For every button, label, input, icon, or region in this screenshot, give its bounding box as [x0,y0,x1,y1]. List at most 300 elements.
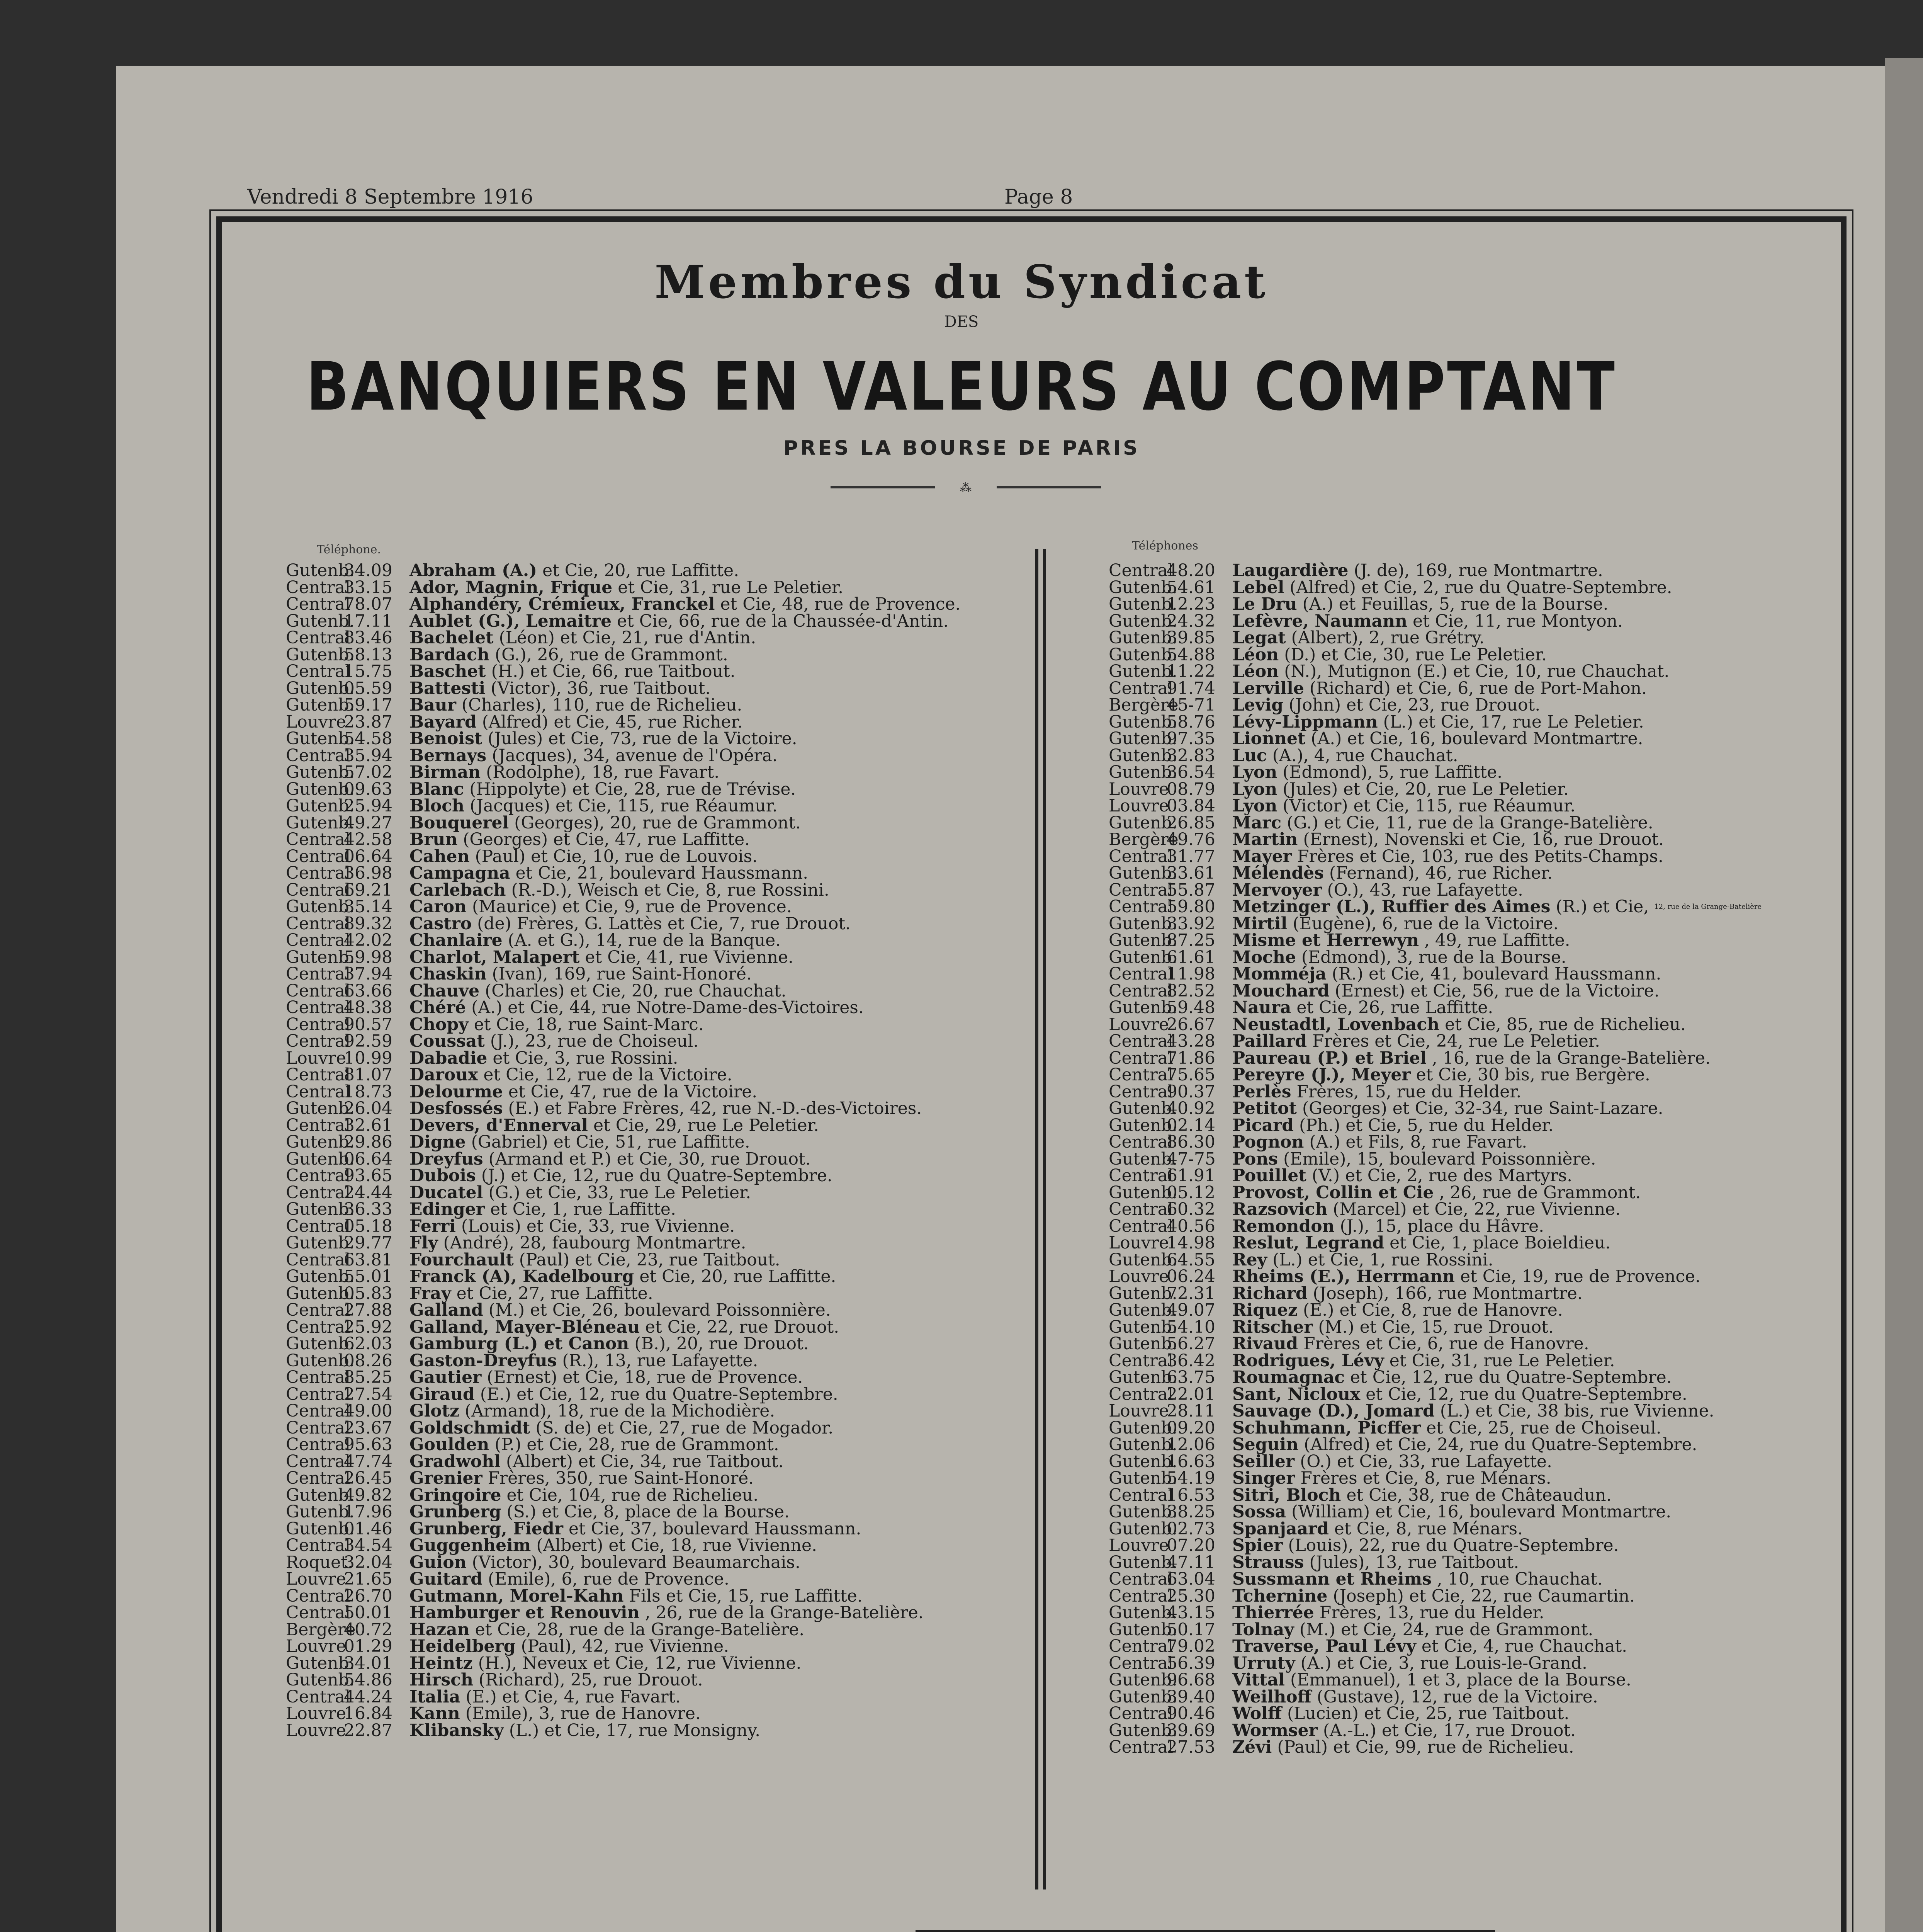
entry-number: 40.72 [344,1619,392,1639]
directory-entry [1109,1335,1762,1352]
entry-text [1232,680,1647,697]
entry-name: Heintz [409,1653,473,1673]
entry-exchange: Louvre [1109,1014,1169,1034]
entry-name: Bayard [409,712,477,732]
entry-exchange: Central [286,1014,351,1034]
entry-text [1232,1638,1627,1655]
entry-name: Seguin [1232,1435,1299,1454]
entry-number: 33.15 [344,577,392,597]
entry-address: (Jacques), 34, avenue de l'Opéra. [486,745,778,765]
entry-number: 62.03 [344,1334,392,1354]
directory-entry [286,1066,961,1083]
entry-exchange: Central [286,1065,351,1085]
entry-text [409,949,793,966]
directory-entry [286,1638,961,1655]
entry-text [1232,898,1762,915]
entry-name: Franck (A), Kadelbourg [409,1267,634,1286]
entry-number: 26.67 [1167,1014,1215,1034]
entry-exchange: Gutenb. [286,897,355,917]
directory-entry [1109,697,1762,714]
directory-entry [286,798,961,815]
entry-name: Battesti [409,678,486,698]
entry-number: 01.46 [344,1519,392,1539]
entry-number: 43.28 [1167,1031,1215,1051]
entry-number: 86.30 [1167,1132,1215,1152]
entry-text [409,831,750,848]
entry-address: (Richard) et Cie, 6, rue de Port-Mahon. [1304,678,1647,698]
entry-number: 35.14 [344,897,392,917]
entry-address: , 49, rue Laffitte. [1419,930,1570,950]
directory-entry [286,697,961,714]
directory-entry [286,1386,961,1403]
entry-address: (R.) et Cie, [1550,897,1655,917]
directory-entry [286,680,961,697]
directory-entry [1109,1403,1762,1420]
directory-entry [1109,680,1762,697]
entry-number: 37.94 [344,964,392,984]
entry-number: 29.86 [344,1132,392,1152]
entry-exchange: Bergère [1109,695,1179,715]
directory-entry [1109,1588,1762,1605]
entry-exchange: Gutenb. [286,1485,355,1505]
entry-exchange: Central [286,913,351,934]
entry-number: 39.40 [1167,1687,1215,1707]
entry-name: Pereyre (J.), Meyer [1232,1065,1411,1085]
entry-address: (Georges) et Cie, 32-34, rue Saint-Lazare. [1296,1099,1663,1118]
entry-address: et Cie, 20, rue Laffitte. [634,1267,836,1286]
entry-address: et Cie, 22, rue Drouot. [640,1317,839,1337]
entry-exchange: Gutenb. [1109,762,1177,782]
entry-name: Galland, Mayer-Bléneau [409,1317,640,1337]
left-directory [286,562,961,1739]
directory-entry [286,1487,961,1504]
directory-entry [1109,983,1762,1000]
entry-number: 29.77 [344,1233,392,1253]
entry-extra: 12, rue de la Grange-Batelière [1654,903,1762,911]
adjacent-page-edge [1885,58,1923,1932]
entry-exchange: Central [1109,1132,1174,1152]
entry-name: Carlebach [409,880,506,900]
entry-number: 36.98 [344,863,392,883]
entry-number: 05.18 [344,1216,392,1236]
entry-name: Chaskin [409,964,487,984]
entry-text [409,1151,811,1168]
entry-exchange: Gutenb. [1109,863,1177,883]
entry-address: (William) et Cie, 16, boulevard Montmartre. [1286,1502,1672,1522]
entry-address: (Emile), 6, rue de Provence. [482,1569,729,1589]
entry-address: (G.), 26, rue de Grammont. [489,645,728,665]
entry-name: Cahen [409,846,470,866]
entry-text [409,1672,703,1689]
entry-number: 18.73 [344,1082,392,1102]
directory-entry [1109,629,1762,646]
entry-name: Weilhoff [1232,1687,1311,1707]
entry-address: et Cie, 12, rue du Quatre-Septembre. [1360,1384,1687,1404]
entry-address: (Emile), 3, rue de Hanovre. [460,1704,701,1723]
directory-entry [1109,1453,1762,1470]
entry-name: Dreyfus [409,1149,483,1169]
entry-name: Sauvage (D.), Jomard [1232,1401,1435,1421]
entry-exchange: Central [286,1367,351,1387]
entry-number: 17.11 [344,611,392,631]
entry-address: , 26, rue de Grammont. [1434,1182,1641,1202]
entry-number: 42.58 [344,830,392,849]
entry-name: Singer [1232,1468,1295,1488]
right-column-heading: Téléphones [1132,539,1198,553]
directory-entry [286,1218,961,1235]
directory-entry [1109,865,1762,882]
entry-number: 39.85 [1167,628,1215,648]
entry-name: Wolff [1232,1704,1282,1723]
entry-text [409,747,778,764]
directory-entry [286,1134,961,1151]
entry-number: 47.74 [344,1451,392,1471]
entry-name: Edinger [409,1199,485,1219]
entry-name: Hamburger et Renouvin [409,1603,640,1622]
directory-entry [286,932,961,949]
entry-exchange: Central [286,1384,351,1404]
entry-name: Birman [409,762,481,782]
entry-address: (André), 28, faubourg Montmartre. [438,1233,746,1253]
entry-exchange: Louvre [286,712,346,732]
entry-number: 95.63 [344,1435,392,1454]
entry-address: (Maurice) et Cie, 9, rue de Provence. [467,897,792,917]
entry-address: Frères, 350, rue Saint-Honoré. [482,1468,754,1488]
entry-name: Castro [409,913,472,934]
entry-number: 49.07 [1167,1300,1215,1320]
entry-text [409,1302,831,1319]
entry-exchange: Gutenb. [286,1149,355,1169]
directory-entry [1109,1117,1762,1134]
entry-name: Bachelet [409,628,494,648]
directory-entry [1109,848,1762,865]
entry-exchange: Central [286,830,351,849]
entry-name: Baschet [409,662,486,681]
entry-address: (Armand et P.) et Cie, 30, rue Drouot. [483,1149,811,1169]
entry-text [1232,629,1485,646]
entry-address: (Jules) et Cie, 73, rue de la Victoire. [482,729,797,748]
entry-exchange: Gutenb. [286,762,355,782]
entry-name: Seiller [1232,1451,1295,1471]
entry-text [1232,831,1664,848]
column-divider-left [1035,549,1038,1889]
entry-address: (H.) et Cie, 66, rue Taitbout. [486,662,736,681]
entry-number: 35.94 [344,745,392,765]
directory-entry [286,815,961,832]
entry-address: (H.), Neveux et Cie, 12, rue Vivienne. [472,1653,802,1673]
entry-exchange: Louvre [1109,1267,1169,1286]
entry-address: (Léon) et Cie, 21, rue d'Antin. [493,628,756,648]
entry-text [409,1319,839,1336]
entry-address: (Victor), 36, rue Taitbout. [485,678,711,698]
directory-entry [1109,579,1762,596]
entry-number: 54.86 [344,1670,392,1690]
entry-address: et Cie, 104, rue de Richelieu. [501,1485,759,1505]
entry-number: 55.01 [344,1267,392,1286]
entry-name: Lyon [1232,796,1277,816]
entry-address: et Cie, 47, rue de la Victoire. [503,1082,758,1102]
entry-exchange: Central [286,1603,351,1622]
entry-address: (A. et G.), 14, rue de la Banque. [502,930,781,950]
entry-text [1232,663,1669,680]
entry-text [409,1588,863,1605]
directory-entry [286,747,961,764]
entry-name: Kann [409,1704,460,1723]
entry-text [1232,1386,1687,1403]
directory-entry [1109,1302,1762,1319]
entry-address: (Ernest) et Cie, 56, rue de la Victoire. [1329,981,1660,1001]
directory-entry [286,1503,961,1520]
entry-name: Giraud [409,1384,475,1404]
entry-exchange: Bergère [1109,830,1179,849]
entry-exchange: Gutenb. [1109,930,1177,950]
directory-entry [286,1571,961,1588]
entry-text [1232,596,1609,613]
entry-number: 55.87 [1167,880,1215,900]
entry-address: (A.), 4, rue Chauchat. [1267,745,1458,765]
directory-entry [1109,1134,1762,1151]
entry-address: (L.) et Cie, 17, rue Le Peletier. [1378,712,1644,732]
entry-exchange: Central [286,863,351,883]
directory-entry [1109,1100,1762,1117]
entry-name: Rheims (E.), Herrmann [1232,1267,1455,1286]
entry-name: Chéré [409,998,466,1017]
entry-name: Spier [1232,1536,1283,1555]
entry-text [1232,1235,1610,1252]
entry-exchange: Central [286,1418,351,1438]
entry-exchange: Gutenb. [286,1267,355,1286]
entry-address: (E.) et Cie, 4, rue Favart. [460,1687,681,1707]
entry-exchange: Central [1109,561,1174,580]
entry-name: Ritscher [1232,1317,1313,1337]
entry-address: et Cie, 1, rue Laffitte. [484,1199,676,1219]
entry-exchange: Gutenb. [286,1670,355,1690]
entry-address: et Cie, 21, boulevard Haussmann. [510,863,809,883]
entry-exchange: Central [286,1216,351,1236]
entry-name: Remondon [1232,1216,1335,1236]
entry-name: Rodrigues, Lévy [1232,1350,1384,1371]
directory-entry [1109,1151,1762,1168]
entry-exchange: Central [1109,1737,1174,1757]
entry-text [409,596,961,613]
entry-exchange: Louvre [1109,1536,1169,1555]
entry-number: 49.00 [344,1401,392,1421]
entry-address: (N.), Mutignon (E.) et Cie, 10, rue Chauchat. [1279,662,1670,681]
entry-address: (Joseph) et Cie, 22, rue Caumartin. [1327,1586,1635,1606]
directory-entry [1109,831,1762,848]
entry-exchange: Central [286,880,351,900]
entry-number: 49.76 [1167,830,1215,849]
entry-exchange: Central [286,1182,351,1202]
entry-text [409,1503,790,1520]
entry-address: (A.) et Fils, 8, rue Favart. [1304,1132,1527,1152]
entry-text [1232,1503,1671,1520]
entry-name: Reslut, Legrand [1232,1233,1384,1253]
entry-number: 02.14 [1167,1115,1215,1135]
directory-entry [1109,1066,1762,1083]
entry-exchange: Central [1109,1166,1174,1185]
entry-text [1232,882,1523,899]
entry-name: Perlès [1232,1082,1291,1102]
entry-text [409,1218,735,1235]
entry-number: 58.13 [344,645,392,665]
entry-exchange: Gutenb. [1109,611,1177,631]
entry-number: 54.88 [1167,645,1215,665]
entry-exchange: Gutenb. [286,1233,355,1253]
directory-entry [286,730,961,747]
entry-name: Gutmann, Morel-Kahn [409,1586,624,1606]
entry-name: Digne [409,1132,466,1152]
entry-exchange: Gutenb. [1109,1149,1177,1169]
entry-text [409,1705,701,1722]
entry-exchange: Gutenb. [1109,813,1177,833]
directory-entry [1109,915,1762,932]
entry-name: Abraham (A.) [409,561,537,580]
entry-exchange: Gutenb. [286,1350,355,1371]
entry-number: 59.48 [1167,998,1215,1017]
entry-exchange: Gutenb. [1109,1300,1177,1320]
entry-text [1232,730,1643,747]
directory-entry [1109,613,1762,630]
entry-number: 96.68 [1167,1670,1215,1690]
entry-exchange: Central [286,981,351,1001]
entry-number: 71.86 [1167,1048,1215,1068]
entry-name: Wormser [1232,1720,1318,1740]
directory-entry [286,1621,961,1638]
entry-address: (L.) et Cie, 1, rue Rossini. [1267,1250,1493,1270]
directory-entry [1109,1167,1762,1184]
entry-address: (G.) et Cie, 11, rue de la Grange-Batelière. [1281,813,1653,833]
directory-entry [286,613,961,630]
entry-text [409,1134,750,1151]
entry-text [1232,1537,1619,1554]
directory-entry [286,629,961,646]
entry-exchange: Central [286,1586,351,1606]
entry-text [409,1554,800,1571]
entry-name: Fly [409,1233,438,1253]
entry-name: Guion [409,1552,467,1572]
entry-text [1232,1554,1519,1571]
entry-text [1232,1739,1574,1756]
entry-address: (Charles) et Cie, 20, rue Chauchat. [479,981,787,1001]
directory-entry [286,1016,961,1033]
entry-number: 27.54 [344,1384,392,1404]
entry-exchange: Central [286,577,351,597]
entry-text [1232,1151,1596,1168]
entry-address: et Cie, 1, place Boieldieu. [1384,1233,1611,1253]
entry-address: (Paul) et Cie, 99, rue de Richelieu. [1272,1737,1574,1757]
entry-name: Roumagnac [1232,1367,1345,1387]
entry-address: (Gabriel) et Cie, 51, rue Laffitte. [465,1132,750,1152]
entry-name: Baur [409,695,456,715]
directory-entry [1109,1252,1762,1269]
entry-address: (Hippolyte) et Cie, 28, rue de Trévise. [464,779,796,799]
entry-text [409,1050,678,1067]
entry-address: (A.) et Cie, 3, rue Louis-le-Grand. [1295,1653,1587,1673]
entry-number: 16.53 [1167,1485,1215,1505]
entry-number: 63.66 [344,981,392,1001]
entry-address: et Cie, 4, rue Chauchat. [1416,1636,1627,1656]
entry-exchange: Central [286,1317,351,1337]
entry-text [1232,1604,1544,1621]
entry-exchange: Louvre [286,1720,346,1740]
entry-name: Mouchard [1232,981,1330,1001]
entry-name: Grenier [409,1468,482,1488]
entry-exchange: Gutenb. [1109,1418,1177,1438]
entry-exchange: Central [286,1031,351,1051]
entry-text [409,1571,729,1588]
entry-name: Grunberg, Fiedr [409,1519,563,1539]
entry-name: Léon [1232,645,1279,665]
entry-address: (L.) et Cie, 38 bis, rue Vivienne. [1434,1401,1714,1421]
entry-text [1232,1184,1641,1201]
entry-name: Lefèvre, Naumann [1232,611,1407,631]
directory-entry [286,966,961,983]
entry-address: Frères et Cie, 24, rue Le Peletier. [1307,1031,1600,1051]
entry-text [1232,1672,1631,1689]
entry-exchange: Central [1109,1704,1174,1723]
entry-number: 25.30 [1167,1586,1215,1606]
right-directory [1109,562,1762,1756]
entry-number: 47-75 [1167,1149,1216,1169]
entry-exchange: Gutenb. [1109,1182,1177,1202]
entry-text [1232,949,1566,966]
entry-name: Vittal [1232,1670,1285,1690]
entry-number: 11.98 [1167,964,1215,984]
entry-name: Bernays [409,745,487,765]
directory-entry [286,596,961,613]
entry-name: Gamburg (L.) et Canon [409,1334,629,1354]
entry-number: 01.29 [344,1636,392,1656]
entry-number: 06.64 [344,846,392,866]
entry-address: (Joseph), 166, rue Montmartre. [1307,1283,1583,1303]
entry-exchange: Central [1109,1082,1174,1102]
entry-number: 39.69 [1167,1720,1215,1740]
directory-entry [286,1352,961,1369]
entry-number: 54.10 [1167,1317,1215,1337]
directory-entry [286,1722,961,1739]
entry-exchange: Central [286,745,351,765]
entry-address: (B.), 20, rue Drouot. [629,1334,809,1354]
entry-address: et Cie, 11, rue Montyon. [1407,611,1623,631]
entry-text [1232,1033,1600,1050]
entry-number: 81.07 [344,1065,392,1085]
entry-exchange: Central [1109,1569,1174,1589]
entry-exchange: Central [286,1687,351,1707]
entry-number: 82.52 [1167,981,1215,1001]
entry-text [1232,1201,1621,1218]
directory-entry [1109,1571,1762,1588]
entry-exchange: Louvre [1109,779,1169,799]
entry-address: (Alfred) et Cie, 45, rue Richer. [476,712,743,732]
entry-text [1232,1268,1700,1285]
entry-exchange: Gutenb. [1109,662,1177,681]
entry-address: Frères et Cie, 8, rue Ménars. [1295,1468,1551,1488]
entry-name: Pons [1232,1149,1278,1169]
entry-name: Paureau (P.) et Briel [1232,1048,1427,1068]
directory-entry [1109,1436,1762,1453]
entry-text [1232,1470,1551,1487]
entry-number: 44.24 [344,1687,392,1707]
entry-text [409,646,728,663]
directory-entry [286,1335,961,1352]
entry-address: (Rodolphe), 18, rue Favart. [481,762,720,782]
entry-address: (Gustave), 12, rue de la Victoire. [1311,1687,1598,1707]
entry-exchange: Central [286,1435,351,1454]
directory-entry [1109,562,1762,579]
entry-address: (Ph.) et Cie, 5, rue du Helder. [1294,1115,1554,1135]
entry-text [1232,1167,1572,1184]
